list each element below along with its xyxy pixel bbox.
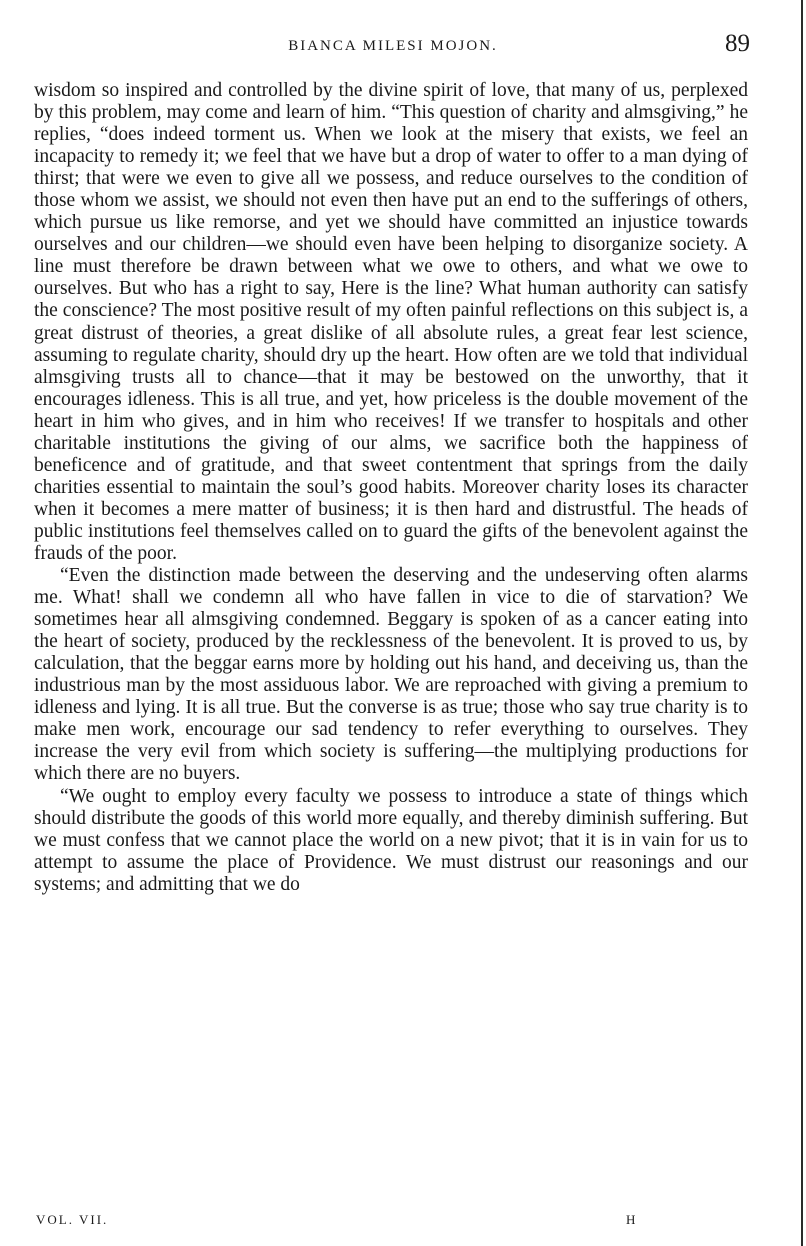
page-footer xyxy=(36,1212,750,1232)
paragraph-1: wisdom so inspired and controlled by the divine spirit of love, that many of us, perplexed by this problem, may come and learn of him. “This question of charity and almsgiving,” he replies, “does indeed torment us. When we look at the misery that exists, we feel an incapacity to remedy it; we feel that we have but a drop of water to offer to a man dying of thirst; that were we even to give all we possess, and reduce ourselves to the condition of those whom we assist, we should not even then have put an end to the sufferings of others, which pursue us like remorse, and yet we should have committed an injustice towards ourselves and our children—we should even have been helping to disorganize society. A line must therefore be drawn between what we owe to others, and what we owe to ourselves. But who has a right to say, Here is the line? What human authority can satisfy the conscience? The most positive result of my often painful reflections on this subject is, a great distrust of theories, a great dislike of all absolute rules, a great fear lest science, assuming to regulate charity, should dry up the heart. How often are we told that individual almsgiving trusts all to chance—that it may be bestowed on the unworthy, that it encourages idleness. This is all true, and yet, how priceless is the double movement of the heart in him who gives, and in him who receives! If we transfer to hospitals and other charitable institutions the giving of our alms, we sacrifice both the happiness of beneficence and of gratitude, and that sweet contentment that springs from the daily charities essential to maintain the soul’s good habits. Moreover charity loses its character when it becomes a mere matter of business; it is then hard and distrustful. The heads of public institutions feel themselves called on to guard the gifts of the benevolent against the frauds of the poor. xyxy=(34,80,748,564)
page-number: 89 xyxy=(725,30,750,57)
page-edge-line xyxy=(801,0,803,1246)
running-head: BIANCA MILESI MOJON. xyxy=(288,38,498,54)
volume-label: VOL. VII. xyxy=(36,1212,109,1227)
body-text xyxy=(34,80,748,896)
page-header xyxy=(36,30,750,66)
signature-mark: H xyxy=(626,1212,638,1227)
paragraph-3: “We ought to employ every faculty we possess to introduce a state of things which should distribute the goods of this world more equally, and thereby diminish suffering. But we must confess that we cannot place the world on a new pivot; that it is in vain for us to attempt to assume the place of Providence. We must distrust our reasonings and our systems; and admitting that we do xyxy=(34,785,748,895)
paragraph-2: “Even the distinction made between the deserving and the undeserving often alarms me. What! shall we condemn all who have fallen in vice to die of starvation? We sometimes hear all almsgiving condemned. Beggary is spoken of as a cancer eating into the heart of society, produced by the recklessness of the benevolent. It is proved to us, by calculation, that the beggar earns more by holding out his hand, and deceiving us, than the industrious man by the most assiduous labor. We are reproached with giving a premium to idleness and lying. It is all true. But the converse is as true; those who say true charity is to make men work, encourage our sad tendency to refer everything to ourselves. They increase the very evil from which society is suffering—the multiplying productions for which there are no buyers. xyxy=(34,565,748,785)
